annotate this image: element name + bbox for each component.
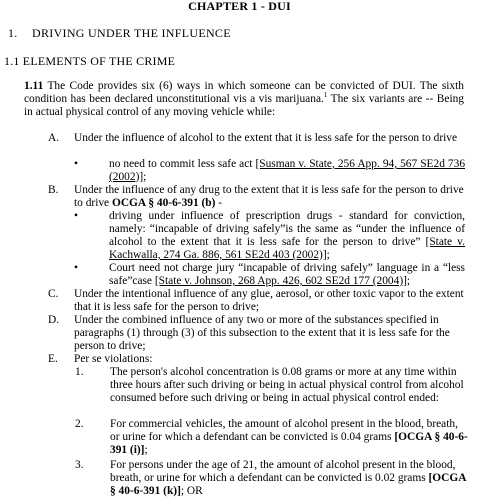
sub-label: 1.	[75, 366, 84, 378]
sub-label: 3.	[75, 459, 84, 471]
bullet-text: Court need not charge jury “incapable of driving safely” language in a “less safe”case	[109, 262, 465, 287]
section-title: DRIVING UNDER THE INFLUENCE	[32, 26, 231, 40]
subsection-heading: 1.1 ELEMENTS OF THE CRIME	[4, 54, 176, 68]
item-text: Under the influence of any drug to the extent that it is less safe for the person to drive to drive	[74, 184, 464, 209]
paragraph-number: 1.11	[24, 80, 44, 92]
sub-tail: ; OR	[180, 485, 203, 497]
section-number: 1.	[8, 26, 18, 40]
item-label: A.	[48, 132, 60, 144]
item-label: B.	[48, 184, 59, 196]
paragraph-text-b: The six variants are -- Being in actual physical control of any moving vehicle while:	[24, 93, 464, 118]
case-citation: [State v. Kachwalla, 274 Ga. 886, 561 SE2d 403 (2002)]	[109, 236, 465, 261]
sub-text: The person's alcohol concentration is 0.08 grams or more at any time within three hours after such driving or being in actual physical control from alcohol consumed before such driving or being in actual physical control ended:	[110, 366, 464, 404]
sub-text: For commercial vehicles, the amount of alcohol present in the blood, breath, or urine for which a defendant can be convicted is 0.04 grams	[110, 418, 458, 443]
paragraph-text-a: The Code provides six (6) ways in which someone can be convicted of DUI. The sixth condition has been declared unconstitutional vis a vis marijuana.	[24, 80, 464, 105]
item-text: Under the intentional influence of any glue, aerosol, or other toxic vapor to the extent that it is less safe for the person to drive;	[74, 288, 464, 313]
bullet-text: driving under influence of prescription drugs - standard for conviction, namely: “incapable of driving safely”is the same as “under the influence of alcohol to the extent that it is less safe for the person to drive”	[109, 210, 465, 248]
section-heading	[8, 27, 231, 40]
bullet-tail: ;	[143, 171, 147, 183]
sub-tail: ;	[144, 444, 148, 456]
footnote-marker[interactable]: 1	[323, 91, 328, 100]
item-label: C.	[48, 288, 59, 300]
chapter-title: CHAPTER 1 - DUI	[188, 0, 291, 13]
bullet-icon: •	[74, 158, 78, 170]
bullet-icon: •	[74, 210, 78, 222]
sub-text: For persons under the age of 21, the amount of alcohol present in the blood, breath, or urine for which a defendant can be convicted is 0.02 grams	[110, 459, 456, 484]
code-citation: OCGA § 40-6-391 (b)	[111, 197, 216, 209]
case-citation: [State v. Johnson, 268 App. 426, 602 SE2d 177 (2004)]	[154, 275, 407, 287]
bullet-tail: ;	[326, 249, 330, 261]
item-label: E.	[48, 353, 58, 365]
code-citation: [OCGA § 40-6-391 (k)]	[110, 472, 466, 497]
item-text: Under the combined influence of any two or more of the substances specified in paragraphs (1) through (3) of this subsection to the extent that it is less safe for the person to drive;	[74, 314, 450, 352]
item-label: D.	[48, 314, 60, 326]
bullet-icon: •	[74, 262, 78, 274]
sub-label: 2.	[75, 418, 84, 430]
bullet-tail: ;	[406, 275, 411, 287]
code-citation: [OCGA § 40-6-391 (i)]	[110, 431, 468, 456]
bullet-text: no need to commit less safe act	[109, 158, 256, 170]
case-citation: [Susman v. State, 256 App. 94, 567 SE2d 736 (2002)]	[109, 158, 466, 183]
item-tail: -	[215, 197, 223, 209]
item-text: Under the influence of alcohol to the extent that it is less safe for the person to drive	[74, 132, 458, 144]
intro-paragraph	[24, 80, 464, 119]
item-text: Per se violations:	[74, 353, 153, 365]
